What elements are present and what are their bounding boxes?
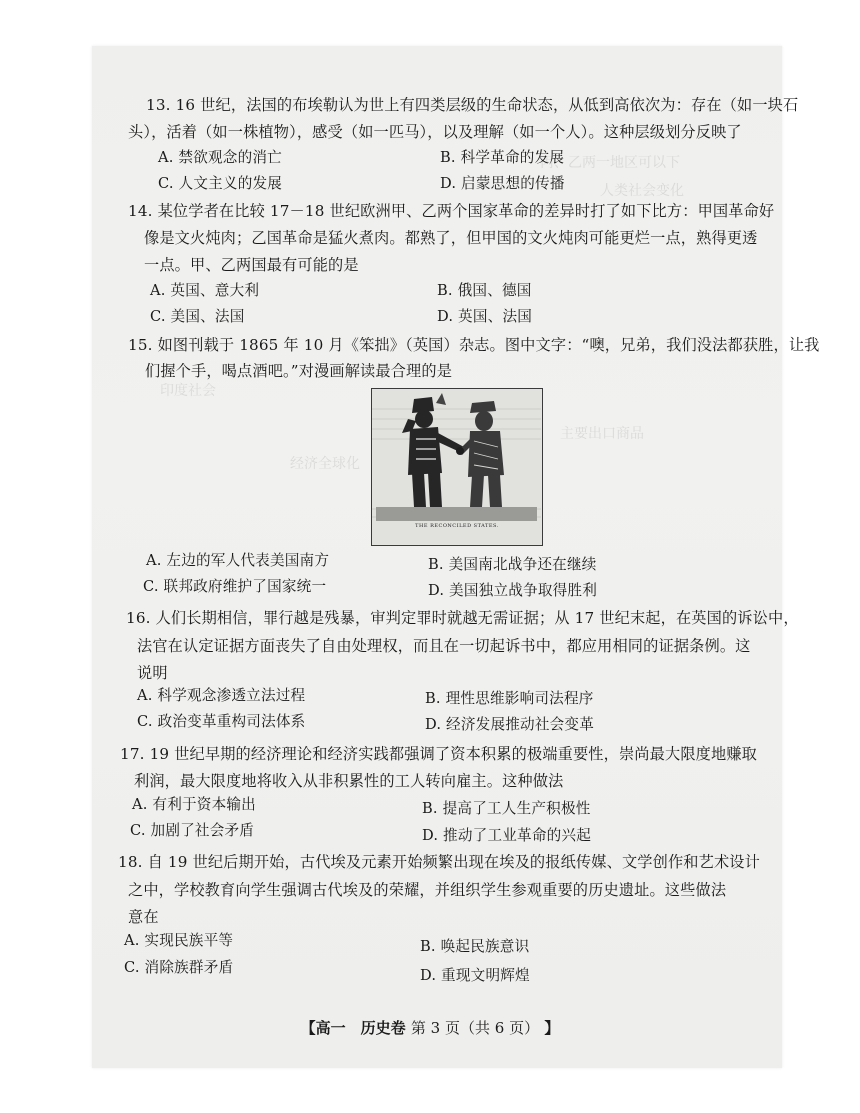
- q14-option-d[interactable]: D. 英国、法国: [437, 308, 533, 325]
- q13-option-d[interactable]: D. 启蒙思想的传播: [440, 175, 565, 192]
- bleed-through-text: 印度社会: [160, 383, 216, 399]
- q18-option-d[interactable]: D. 重现文明辉煌: [420, 967, 530, 984]
- footer-bracket-close: 】: [544, 1019, 560, 1037]
- q14-stem-line-2: 像是文火炖肉；乙国革命是猛火煮肉。都熟了，但甲国的文火炖肉可能更烂一点，熟得更透: [144, 229, 758, 247]
- cartoon-image: [371, 388, 543, 546]
- q15-stem-line-2: 们握个手，喝点酒吧。”对漫画解读最合理的是: [145, 362, 453, 380]
- q15-option-c[interactable]: C. 联邦政府维护了国家统一: [143, 578, 327, 595]
- q18-stem-line-2: 之中，学校教育向学生强调古代埃及的荣耀，并组织学生参观重要的历史遗址。这些做法: [128, 881, 727, 899]
- q17-option-d[interactable]: D. 推动了工业革命的兴起: [422, 827, 591, 844]
- bleed-through-text: 主要出口商品: [560, 426, 644, 442]
- q13-option-b[interactable]: B. 科学革命的发展: [440, 149, 565, 166]
- q16-option-d[interactable]: D. 经济发展推动社会变革: [425, 716, 594, 733]
- q18-option-a[interactable]: A. 实现民族平等: [124, 932, 234, 949]
- q16-stem-line-3: 说明: [137, 664, 168, 682]
- bleed-through-text: 人类社会变化: [600, 183, 684, 199]
- q14-option-c[interactable]: C. 美国、法国: [150, 308, 245, 325]
- q13-stem-line-1: 13. 16 世纪，法国的布埃勒认为世上有四类层级的生命状态，从低到高依次为：存在（如一块石: [146, 96, 799, 114]
- q17-option-a[interactable]: A. 有利于资本输出: [132, 796, 256, 813]
- q16-option-c[interactable]: C. 政治变革重构司法体系: [137, 713, 306, 730]
- q14-option-a[interactable]: A. 英国、意大利: [150, 282, 260, 299]
- q18-option-c[interactable]: C. 消除族群矛盾: [124, 959, 234, 976]
- footer-course-tag: 【高一 历史卷: [300, 1019, 406, 1037]
- q14-stem-line-1: 14. 某位学者在比较 17－18 世纪欧洲甲、乙两个国家革命的差异时打了如下比方：甲国革命好: [128, 202, 775, 220]
- q15-option-a[interactable]: A. 左边的军人代表美国南方: [146, 552, 330, 569]
- q13-option-a[interactable]: A. 禁欲观念的消亡: [158, 149, 282, 166]
- q13-stem-line-2: 头），活着（如一株植物），感受（如一匹马），以及理解（如一个人）。这种层级划分反映了: [128, 123, 742, 141]
- handshake-cartoon-icon: [372, 389, 541, 544]
- bleed-through-text: 丙、乙两一地区可以下: [540, 155, 680, 171]
- q13-option-c[interactable]: C. 人文主义的发展: [158, 175, 283, 192]
- cartoon-caption: THE RECONCILED STATES.: [415, 523, 499, 529]
- q15-option-b[interactable]: B. 美国南北战争还在继续: [428, 556, 597, 573]
- q18-option-b[interactable]: B. 唤起民族意识: [420, 938, 530, 955]
- q15-stem-line-1: 15. 如图刊载于 1865 年 10 月《笨拙》（英国）杂志。图中文字：“噢，兄弟，我们没法都获胜，让我: [128, 336, 820, 354]
- footer-page-number: 第 3 页（共 6 页）: [410, 1019, 540, 1037]
- q17-stem-line-2: 利润，最大限度地将收入从非积累性的工人转向雇主。这种做法: [134, 772, 564, 790]
- q16-option-b[interactable]: B. 理性思维影响司法程序: [425, 690, 594, 707]
- page-footer: [0, 1017, 860, 1038]
- q16-stem-line-1: 16. 人们长期相信，罪行越是残暴，审判定罪时就越无需证据；从 17 世纪末起，在英国的诉讼中，: [126, 609, 799, 627]
- q16-stem-line-2: 法官在认定证据方面丧失了自由处理权，而且在一切起诉书中，都应用相同的证据条例。这: [137, 637, 751, 655]
- q17-option-b[interactable]: B. 提高了工人生产积极性: [422, 800, 591, 817]
- q18-stem-line-3: 意在: [128, 908, 159, 926]
- q17-option-c[interactable]: C. 加剧了社会矛盾: [130, 822, 255, 839]
- bleed-through-text: 经济全球化: [290, 456, 360, 472]
- q17-stem-line-1: 17. 19 世纪早期的经济理论和经济实践都强调了资本积累的极端重要性，崇尚最大限度地赚取: [120, 745, 758, 763]
- q18-stem-line-1: 18. 自 19 世纪后期开始，古代埃及元素开始频繁出现在埃及的报纸传媒、文学创作和艺术设计: [118, 853, 760, 871]
- q14-option-b[interactable]: B. 俄国、德国: [437, 282, 532, 299]
- q14-stem-line-3: 一点。甲、乙两国最有可能的是: [144, 256, 359, 274]
- q16-option-a[interactable]: A. 科学观念渗透立法过程: [137, 687, 306, 704]
- q15-option-d[interactable]: D. 美国独立战争取得胜利: [428, 582, 597, 599]
